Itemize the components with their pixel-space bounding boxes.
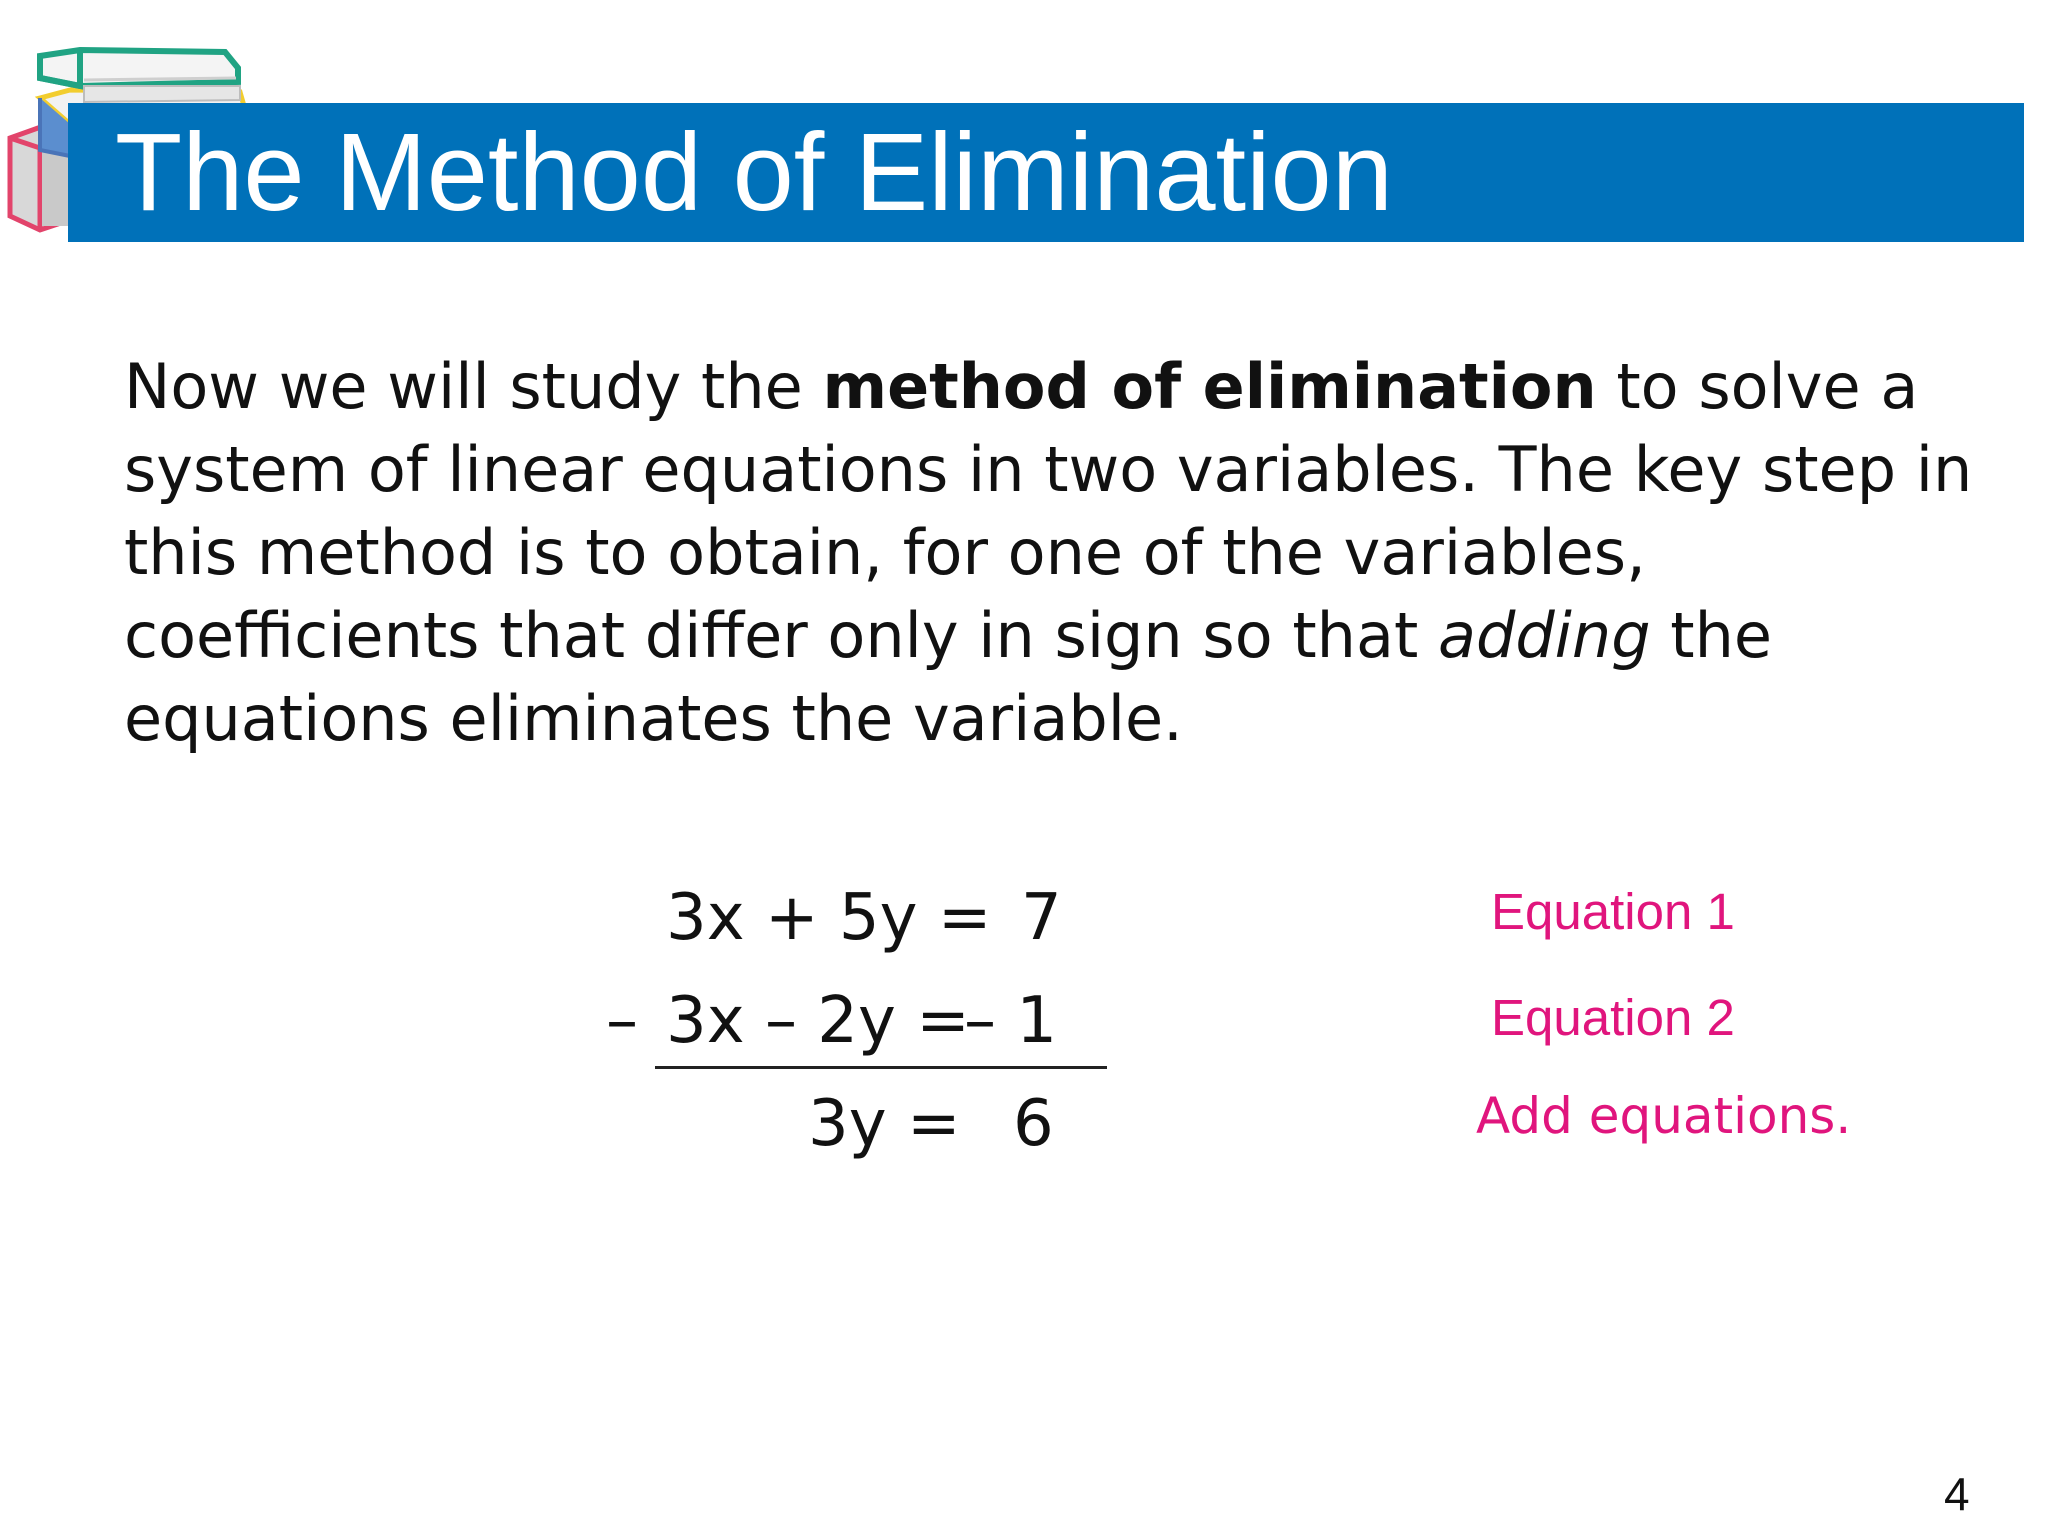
equation-1-lhs: 3x + 5y = [666,881,992,955]
body-text-part-2: to solve a system of linear equations in two variables. The key step in this method is to obtain, for one of the variables, coefficients that differ only in sign so that [124,350,1973,672]
equation-sum-rule [655,1066,1107,1069]
equation-row-1 [0,878,2048,958]
body-text-part-1: Now we will study the [124,350,823,423]
body-italic-term: adding [1437,599,1651,672]
equation-row-2 [0,981,2048,1061]
equation-1-note: Equation 1 [1491,883,1735,940]
equation-3-lhs: 3y = [808,1087,961,1161]
equation-2-lhs: 3x – 2y = [666,984,970,1058]
equation-2-note: Equation 2 [1491,989,1735,1046]
slide-title: The Method of Elimination [115,111,1393,234]
equation-2-rhs: – 1 [964,984,1058,1058]
body-bold-term: method of elimination [822,350,1597,423]
page-number: 4 [1944,1468,1970,1520]
equation-3-note: Add equations. [1476,1087,1852,1145]
body-text-part-3: the equations eliminates the variable. [124,599,1773,755]
equation-1-rhs: 7 [1021,881,1062,955]
body-paragraph [124,345,2004,760]
equation-3-rhs: 6 [1013,1087,1054,1161]
equation-2-prefix: – [606,984,638,1058]
